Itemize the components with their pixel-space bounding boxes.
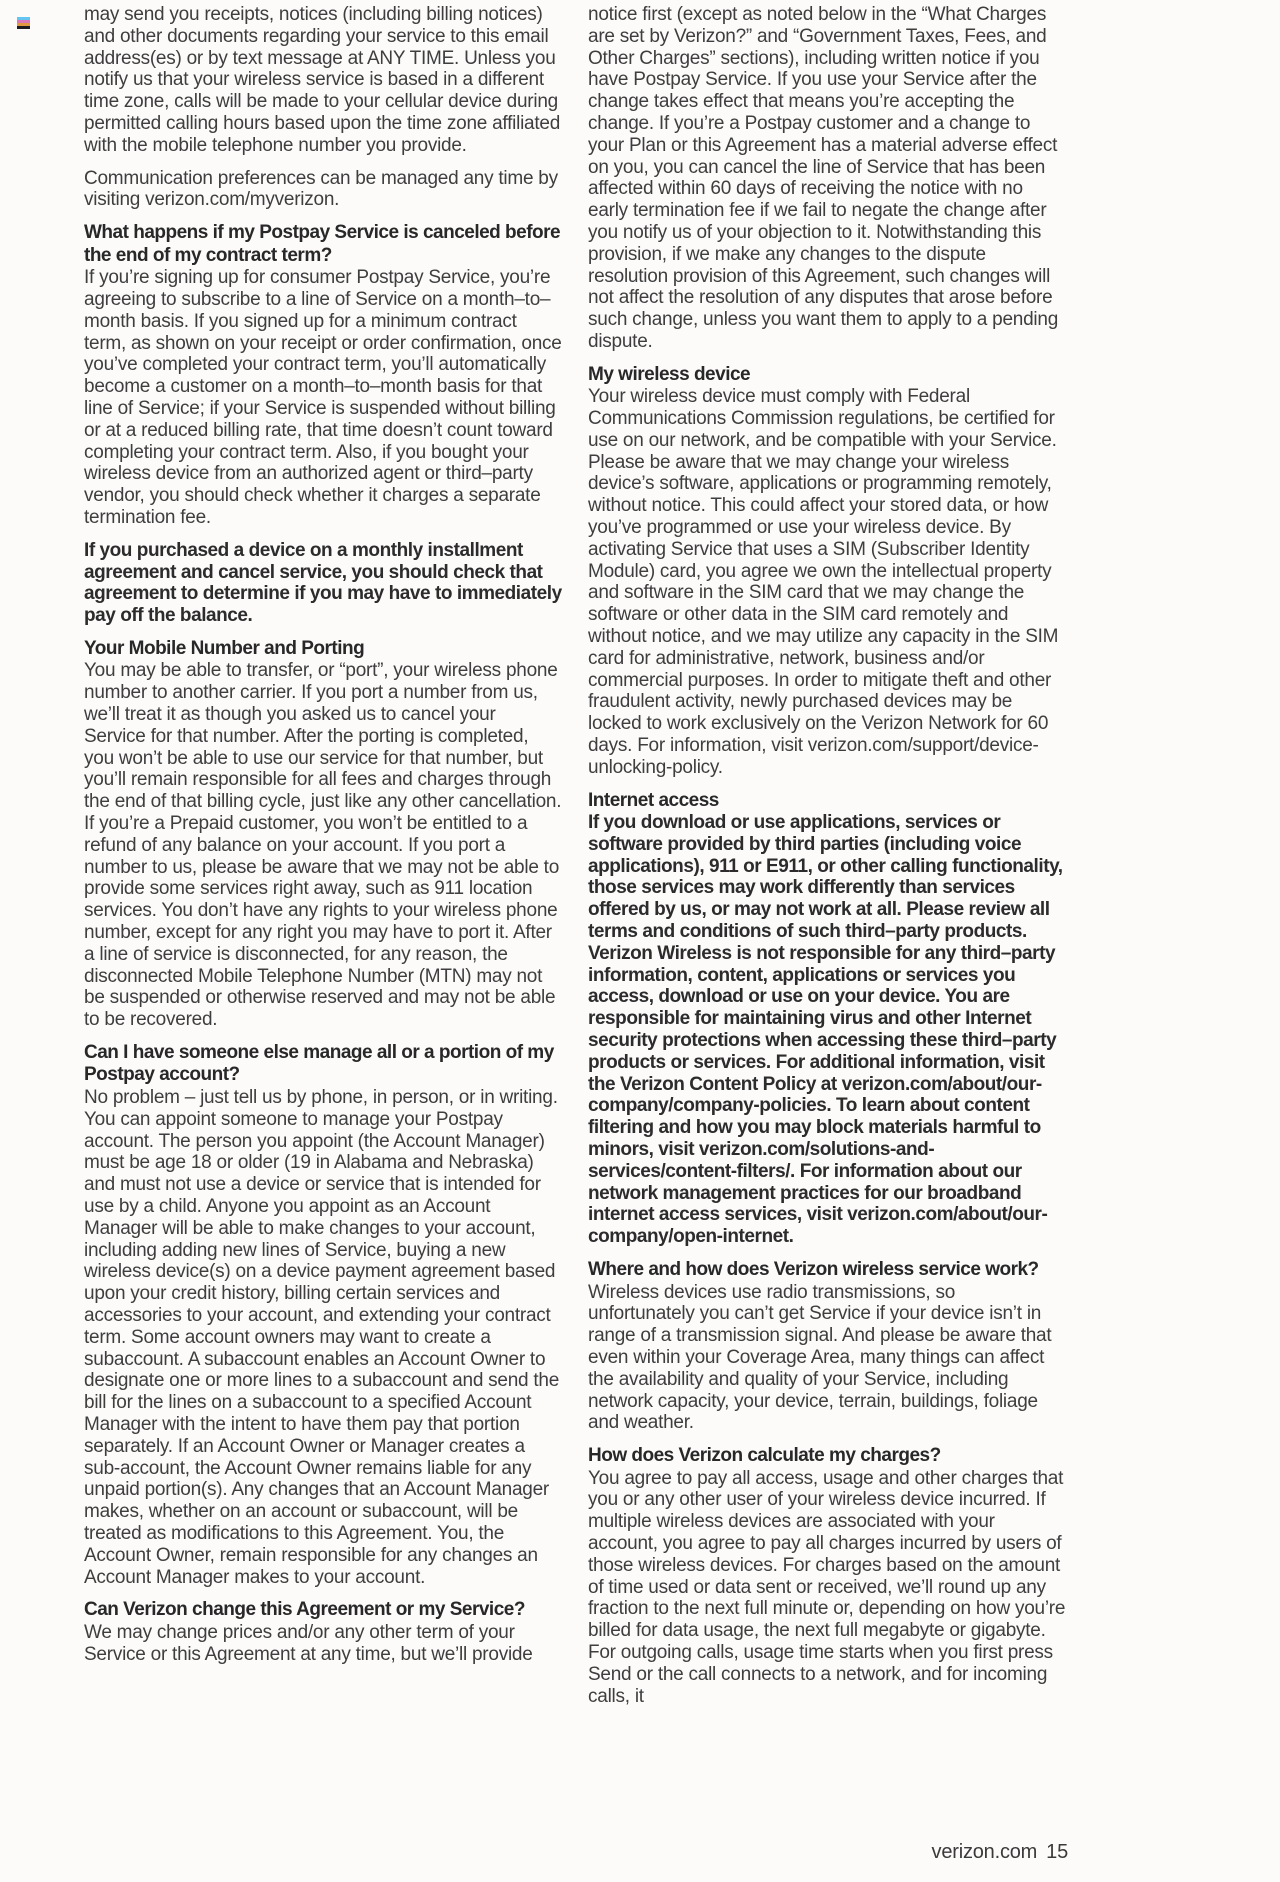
- paragraph: You may be able to transfer, or “port”, your wireless phone number to another carrier. If you port a number from us, we’ll treat it as though you asked us to cancel your Service for that number. After the porting is completed, you won’t be able to use our service for that number, but you’ll remain responsible for all fees and charges through the end of that billing cycle, just like any other cancellation. If you’re a Prepaid customer, you won’t be entitled to a refund of any balance on your account. If you port a number to us, please be aware that we may not be able to provide some services right away, such as 911 location services. You don’t have any rights to your wireless phone number, except for any right you may have to port it. After a line of service is disconnected, for any reason, the disconnected Mobile Telephone Number (MTN) may not be suspended or otherwise reserved and may not be able to be recovered.: [84, 660, 562, 1031]
- page-number: 15: [1046, 1841, 1068, 1863]
- paragraph: If you’re signing up for consumer Postpay Service, you’re agreeing to subscribe to a line of Service on a month–to–month basis. If you signed up for a minimum contract term, as shown on your receipt or order confirmation, once you’ve completed your contract term, you’ll automatically become a customer on a month–to–month basis for that line of Service; if your Service is suspended without billing or at a reduced billing rate, that time doesn’t count toward completing your contract term. Also, if you bought your wireless device from an authorized agent or third–party vendor, you should check whether it charges a separate termination fee.: [84, 267, 562, 528]
- section-heading: What happens if my Postpay Service is canceled before the end of my contract term?: [84, 222, 561, 266]
- print-registration-mark-icon: [17, 17, 30, 29]
- page-footer: [932, 1841, 1068, 1864]
- paragraph: Wireless devices use radio transmissions, so unfortunately you can’t get Service if your device isn’t in range of a transmission signal. And please be aware that even within your Coverage Area, many things can affect the availability and quality of your Service, including network capacity, your device, terrain, buildings, foliage and weather.: [588, 1281, 1052, 1434]
- bold-paragraph: If you purchased a device on a monthly installment agreement and cancel service, you should check that agreement to determine if you may have to immediately pay off the balance.: [84, 539, 562, 627]
- paragraph: Communication preferences can be managed any time by visiting verizon.com/myverizon.: [84, 167, 558, 211]
- paragraph: may send you receipts, notices (including billing notices) and other documents regarding your service to this email address(es) or by text message at ANY TIME. Unless you notify us that your wireless service is based in a different time zone, calls will be made to your cellular device during permitted calling hours based upon the time zone affiliated with the mobile telephone number you provide.: [84, 4, 561, 156]
- section-heading: How does Verizon calculate my charges?: [588, 1445, 941, 1467]
- section-heading: Where and how does Verizon wireless service work?: [588, 1259, 1039, 1281]
- paragraph: You agree to pay all access, usage and other charges that you or any other user of your wireless device incurred. If multiple wireless devices are associated with your account, you agree to pay all charges incurred by users of those wireless devices. For charges based on the amount of time used or data sent or received, we’ll round up any fraction to the next full minute or, depending on how you’re billed for data usage, the next full megabyte or gigabyte. For outgoing calls, usage time starts when you first press Send or the call connects to a network, and for incoming calls, it: [588, 1467, 1066, 1707]
- section-heading: My wireless device: [588, 363, 751, 385]
- section-heading: Internet access: [588, 789, 719, 811]
- right-column: [588, 4, 1066, 1718]
- paragraph: We may change prices and/or any other term of your Service or this Agreement at any time, but we’ll provide: [84, 1621, 533, 1665]
- left-column: [84, 4, 562, 1718]
- bold-paragraph: If you download or use applications, services or software provided by third parties (including voice applications), 911 or E911, or other calling functionality, those services may work differently than services offered by us, or may not work at all. Please review all terms and conditions of such third–party products. Verizon Wireless is not responsible for any third–party information, content, applications or services you access, download or use on your device. You are responsible for maintaining virus and other Internet security protections when accessing these third–party products or services. For additional information, visit the Verizon Content Policy at verizon.com/about/our-company/company-policies. To learn about content filtering and how you may block materials harmful to minors, visit verizon.com/solutions-and-services/content-filters/. For information about our network management practices for our broadband internet access services, visit verizon.com/about/our-company/open-internet.: [588, 812, 1063, 1248]
- section-heading: Can Verizon change this Agreement or my Service?: [84, 1599, 525, 1621]
- footer-site-url: verizon.com: [931, 1841, 1038, 1863]
- section-heading: Your Mobile Number and Porting: [84, 637, 365, 659]
- section-heading: Can I have someone else manage all or a portion of my Postpay account?: [84, 1041, 554, 1086]
- paragraph: No problem – just tell us by phone, in person, or in writing. You can appoint someone to manage your Postpay account. The person you appoint (the Account Manager) must be age 18 or older (19 in Alabama and Nebraska) and must not use a device or service that is intended for use by a child. Anyone you appoint as an Account Manager will be able to make changes to your account, including adding new lines of Service, buying a new wireless device(s) on a device payment agreement based upon your credit history, billing certain services and accessories to your account, and extending your contract term. Some account owners may want to create a subaccount. A subaccount enables an Account Owner to designate one or more lines to a subaccount and send the bill for the lines on a subaccount to a specified Account Manager with the intent to have them pay that portion separately. If an Account Owner or Manager creates a sub-account, the Account Owner remains liable for any unpaid portion(s). Any changes that an Account Manager makes, whether on an account or subaccount, will be treated as modifications to this Agreement. You, the Account Owner, remain responsible for any changes an Account Manager makes to your account.: [84, 1086, 560, 1588]
- paragraph: notice first (except as noted below in the “What Charges are set by Verizon?” and “Government Taxes, Fees, and Other Charges” sections), including written notice if you have Postpay Service. If you use your Service after the change takes effect that means you’re accepting the change. If you’re a Postpay customer and a change to your Plan or this Agreement has a material adverse effect on you, you can cancel the line of Service that has been affected within 60 days of receiving the notice with no early termination fee if we fail to negate the change after you notify us of your objection to it. Notwithstanding this provision, if we make any changes to the dispute resolution provision of this Agreement, such changes will not affect the resolution of any disputes that arose before such change, unless you want them to apply to a pending dispute.: [588, 4, 1059, 352]
- paragraph: Your wireless device must comply with Federal Communications Commission regulations, be certified for use on our network, and be compatible with your Service. Please be aware that we may change your wireless device’s software, applications or programming remotely, without notice. This could affect your stored data, or how you’ve programmed or use your wireless device. By activating Service that uses a SIM (Subscriber Identity Module) card, you agree we own the intellectual property and software in the SIM card that we may change the software or other data in the SIM card remotely and without notice, and we may utilize any capacity in the SIM card for administrative, network, business and/or commercial purposes. In order to mitigate theft and other fraudulent activity, newly purchased devices may be locked to work exclusively on the Verizon Network for 60 days. For information, visit verizon.com/support/device-unlocking-policy.: [588, 386, 1059, 778]
